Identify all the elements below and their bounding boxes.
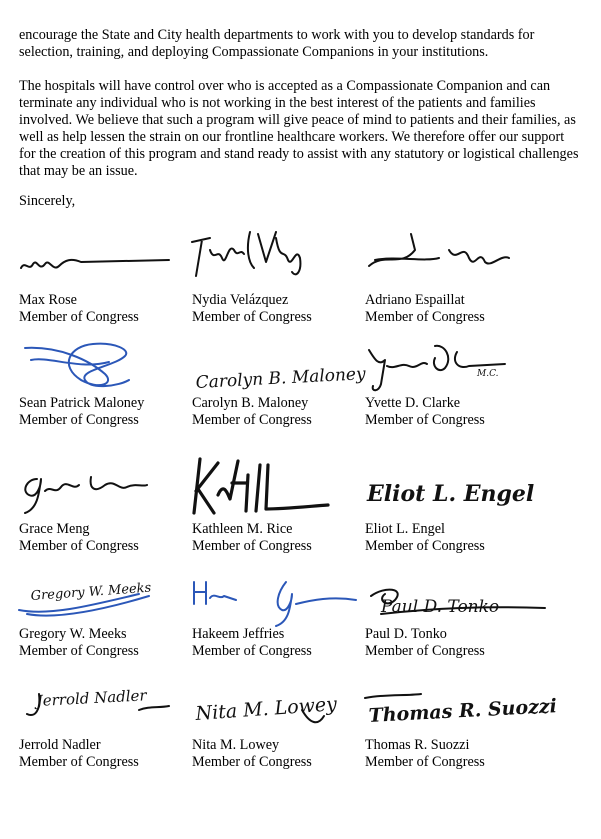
signature-jerrold-nadler [19, 680, 189, 740]
body-paragraph-1: encourage the State and City health departments to work with you to develop standards for selection, training, and deploying Compassionate Companions in your institutions. [19, 27, 535, 60]
signature-gregory-meeks [19, 570, 189, 630]
signer-title: Member of Congress [365, 643, 485, 659]
signer-name: Nita M. Lowey [192, 737, 280, 753]
signature-carolyn-maloney [192, 340, 367, 400]
signer-title: Member of Congress [19, 754, 139, 770]
closing: Sincerely, [19, 193, 76, 209]
signature-text: Jerrold Nadler [36, 686, 148, 710]
signature-text: Nita M. Lowey [194, 693, 338, 725]
signer-title: Member of Congress [365, 754, 485, 770]
signer-name: Gregory W. Meeks [19, 626, 127, 642]
signer-name: Kathleen M. Rice [192, 521, 293, 537]
signer-title: Member of Congress [365, 412, 485, 428]
signer-name: Nydia Velázquez [192, 292, 289, 308]
signature-text: Paul D. Tonko [381, 597, 500, 617]
signer-title: Member of Congress [365, 538, 485, 554]
signer-name: Carolyn B. Maloney [192, 395, 309, 411]
signature-nita-lowey [192, 680, 362, 740]
signature-max-rose [19, 228, 189, 288]
signature-paul-tonko [365, 570, 535, 630]
signature-adriano-espaillat [365, 228, 535, 288]
signature-thomas-suozzi [365, 680, 558, 740]
signer-name: Sean Patrick Maloney [19, 395, 145, 411]
signer-name: Yvette D. Clarke [365, 395, 461, 411]
signer-name: Adriano Espaillat [365, 292, 465, 308]
signature-suffix: M.C. [477, 369, 499, 379]
signer-title: Member of Congress [192, 643, 312, 659]
signature-text: Carolyn B. Maloney [195, 364, 367, 393]
body-paragraph-2: The hospitals will have control over who is accepted as a Compassionate Companion and can terminate any individual who is not working in the best interest of the patients and families involved. We believe that such a program will give peace of mind to patients and their families, as well as help lessen the strain on our frontline healthcare workers. We therefore offer our support for the creation of this program and stand ready to assist with any statutory or logistical challenges that may be an issue. [19, 78, 579, 179]
signer-title: Member of Congress [19, 643, 139, 659]
signer-name: Max Rose [19, 292, 77, 308]
signer-title: Member of Congress [19, 412, 139, 428]
signer-title: Member of Congress [192, 309, 312, 325]
signature-sean-patrick-maloney [19, 340, 189, 400]
signature-text: Thomas R. Suozzi [368, 695, 558, 727]
signer-title: Member of Congress [192, 754, 312, 770]
signer-name: Grace Meng [19, 521, 90, 537]
signer-title: Member of Congress [365, 309, 485, 325]
signature-nydia-velazquez [192, 228, 362, 288]
signature-yvette-clarke [365, 340, 535, 400]
signer-title: Member of Congress [192, 412, 312, 428]
signer-name: Hakeem Jeffries [192, 626, 285, 642]
signature-text: Eliot L. Engel [367, 481, 535, 507]
signature-text: Gregory W. Meeks [30, 580, 152, 604]
signer-name: Jerrold Nadler [19, 737, 101, 753]
signature-hakeem-jeffries [192, 570, 362, 630]
signer-name: Eliot L. Engel [365, 521, 445, 537]
signer-title: Member of Congress [192, 538, 312, 554]
signature-grace-meng [19, 455, 189, 515]
signer-name: Thomas R. Suozzi [365, 737, 470, 753]
signature-kathleen-rice [192, 455, 362, 515]
signer-title: Member of Congress [19, 538, 139, 554]
signer-name: Paul D. Tonko [365, 626, 447, 642]
signature-eliot-engel [365, 455, 535, 515]
signer-title: Member of Congress [19, 309, 139, 325]
